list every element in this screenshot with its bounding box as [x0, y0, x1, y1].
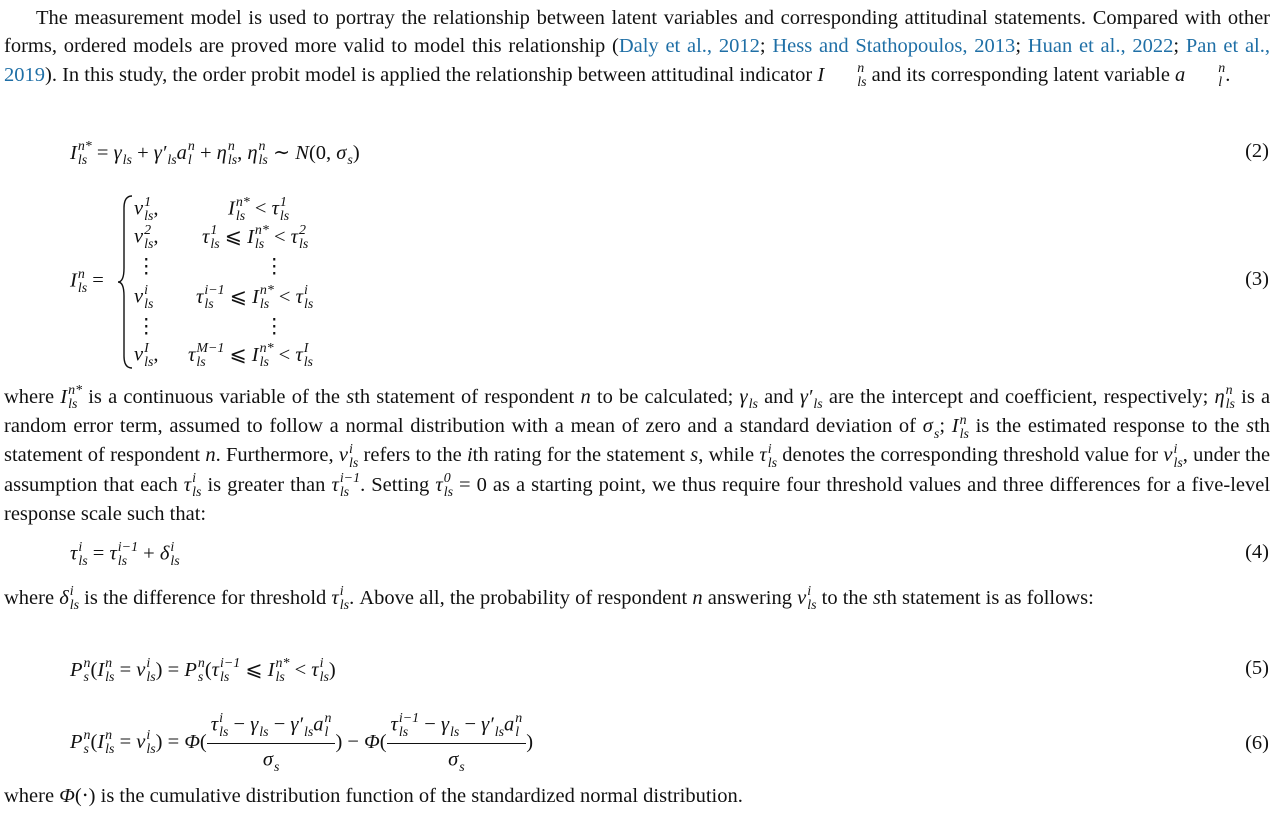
probability-intro-paragraph: where δ i ls is the difference for threshold τ i ls . Above all, the probability of respondent n answering v i ls to the sth statement is as follows:	[4, 584, 1094, 614]
equation-number-2: (2)	[1245, 140, 1269, 162]
case-2: v 2 ls ,	[134, 223, 159, 252]
citation-huan[interactable]: Huan et al., 2022	[1027, 35, 1174, 58]
equation-5: P n s (I n ls = v i ls ) = P n s (τ i−1 ls ⩽ I n* ls < τ i ls )	[70, 656, 336, 686]
equation-number-3: (3)	[1245, 268, 1269, 290]
citation-pan[interactable]: Pan et al., 2019	[4, 35, 1271, 86]
equation-4: τ i ls = τ i−1 ls + δ i ls	[70, 540, 180, 569]
definitions-paragraph: where I n* ls is a continuous variable of the sth statement of respondent n to be calculated; γ ls and γ′ ls are the intercept and coefficient, respectively; η n ls is a random error term, assumed to follow a normal distribution with a mean of zero and a standard deviation of σ s ; I n ls is the estimated response to the sth statement of respondent n. Furthermore, v i ls refers to the ith rating for the statement s, while τ i ls denotes the corresponding threshold value for v i ls , under the assumption that each τ i ls is greater than τ i−1 ls . Setting τ 0 ls = 0 as a starting point, we thus require four threshold values and three differences for a five-level response scale such that:	[4, 383, 1271, 525]
equation-number-5: (5)	[1245, 657, 1269, 679]
case-I: v I ls ,	[134, 341, 159, 370]
citation-hess[interactable]: Hess and Stathopoulos, 2013	[772, 35, 1016, 58]
left-brace-icon	[118, 194, 134, 370]
equation-3-lhs: I n ls =	[70, 267, 104, 296]
intro-paragraph: The measurement model is used to portray the relationship between latent variables and corresponding attitudinal statements. Compared with other forms, ordered models are proved more valid to model this relationship (Daly et al., 2012; Hess and Stathopoulos, 2013; Huan et al., 2022; Pan et al., 2019). In this study, the order probit model is applied the relationship between attitudinal indicator I n ls and its corresponding latent variable a n l .	[4, 7, 1271, 91]
citation-daly[interactable]: Daly et al., 2012	[618, 35, 760, 58]
intro-text: The measurement model is used to portray the relationship between latent variables and corresponding attitudinal statements. Compared with other forms, ordered models are proved more valid to model this relationship (	[4, 7, 1270, 58]
equation-number-6: (6)	[1245, 732, 1269, 754]
case-1: v 1 ls ,	[134, 195, 159, 224]
case-i: v i ls	[134, 283, 154, 312]
closing-paragraph: where Φ(⋅) is the cumulative distribution function of the standardized normal distribution.	[4, 785, 743, 807]
equation-number-4: (4)	[1245, 541, 1269, 563]
equation-2: I n* ls = γ ls + γ′ ls a n l + η n ls , η n ls ∼ N(0, σ s )	[70, 139, 360, 169]
equation-6: P n s (I n ls = v i ls ) = Φ( τ i ls − γ ls − γ′ ls a n l σ s ) − Φ( τ i−1 ls − γ ls − γ′ ls a n l σ s )	[70, 711, 534, 775]
